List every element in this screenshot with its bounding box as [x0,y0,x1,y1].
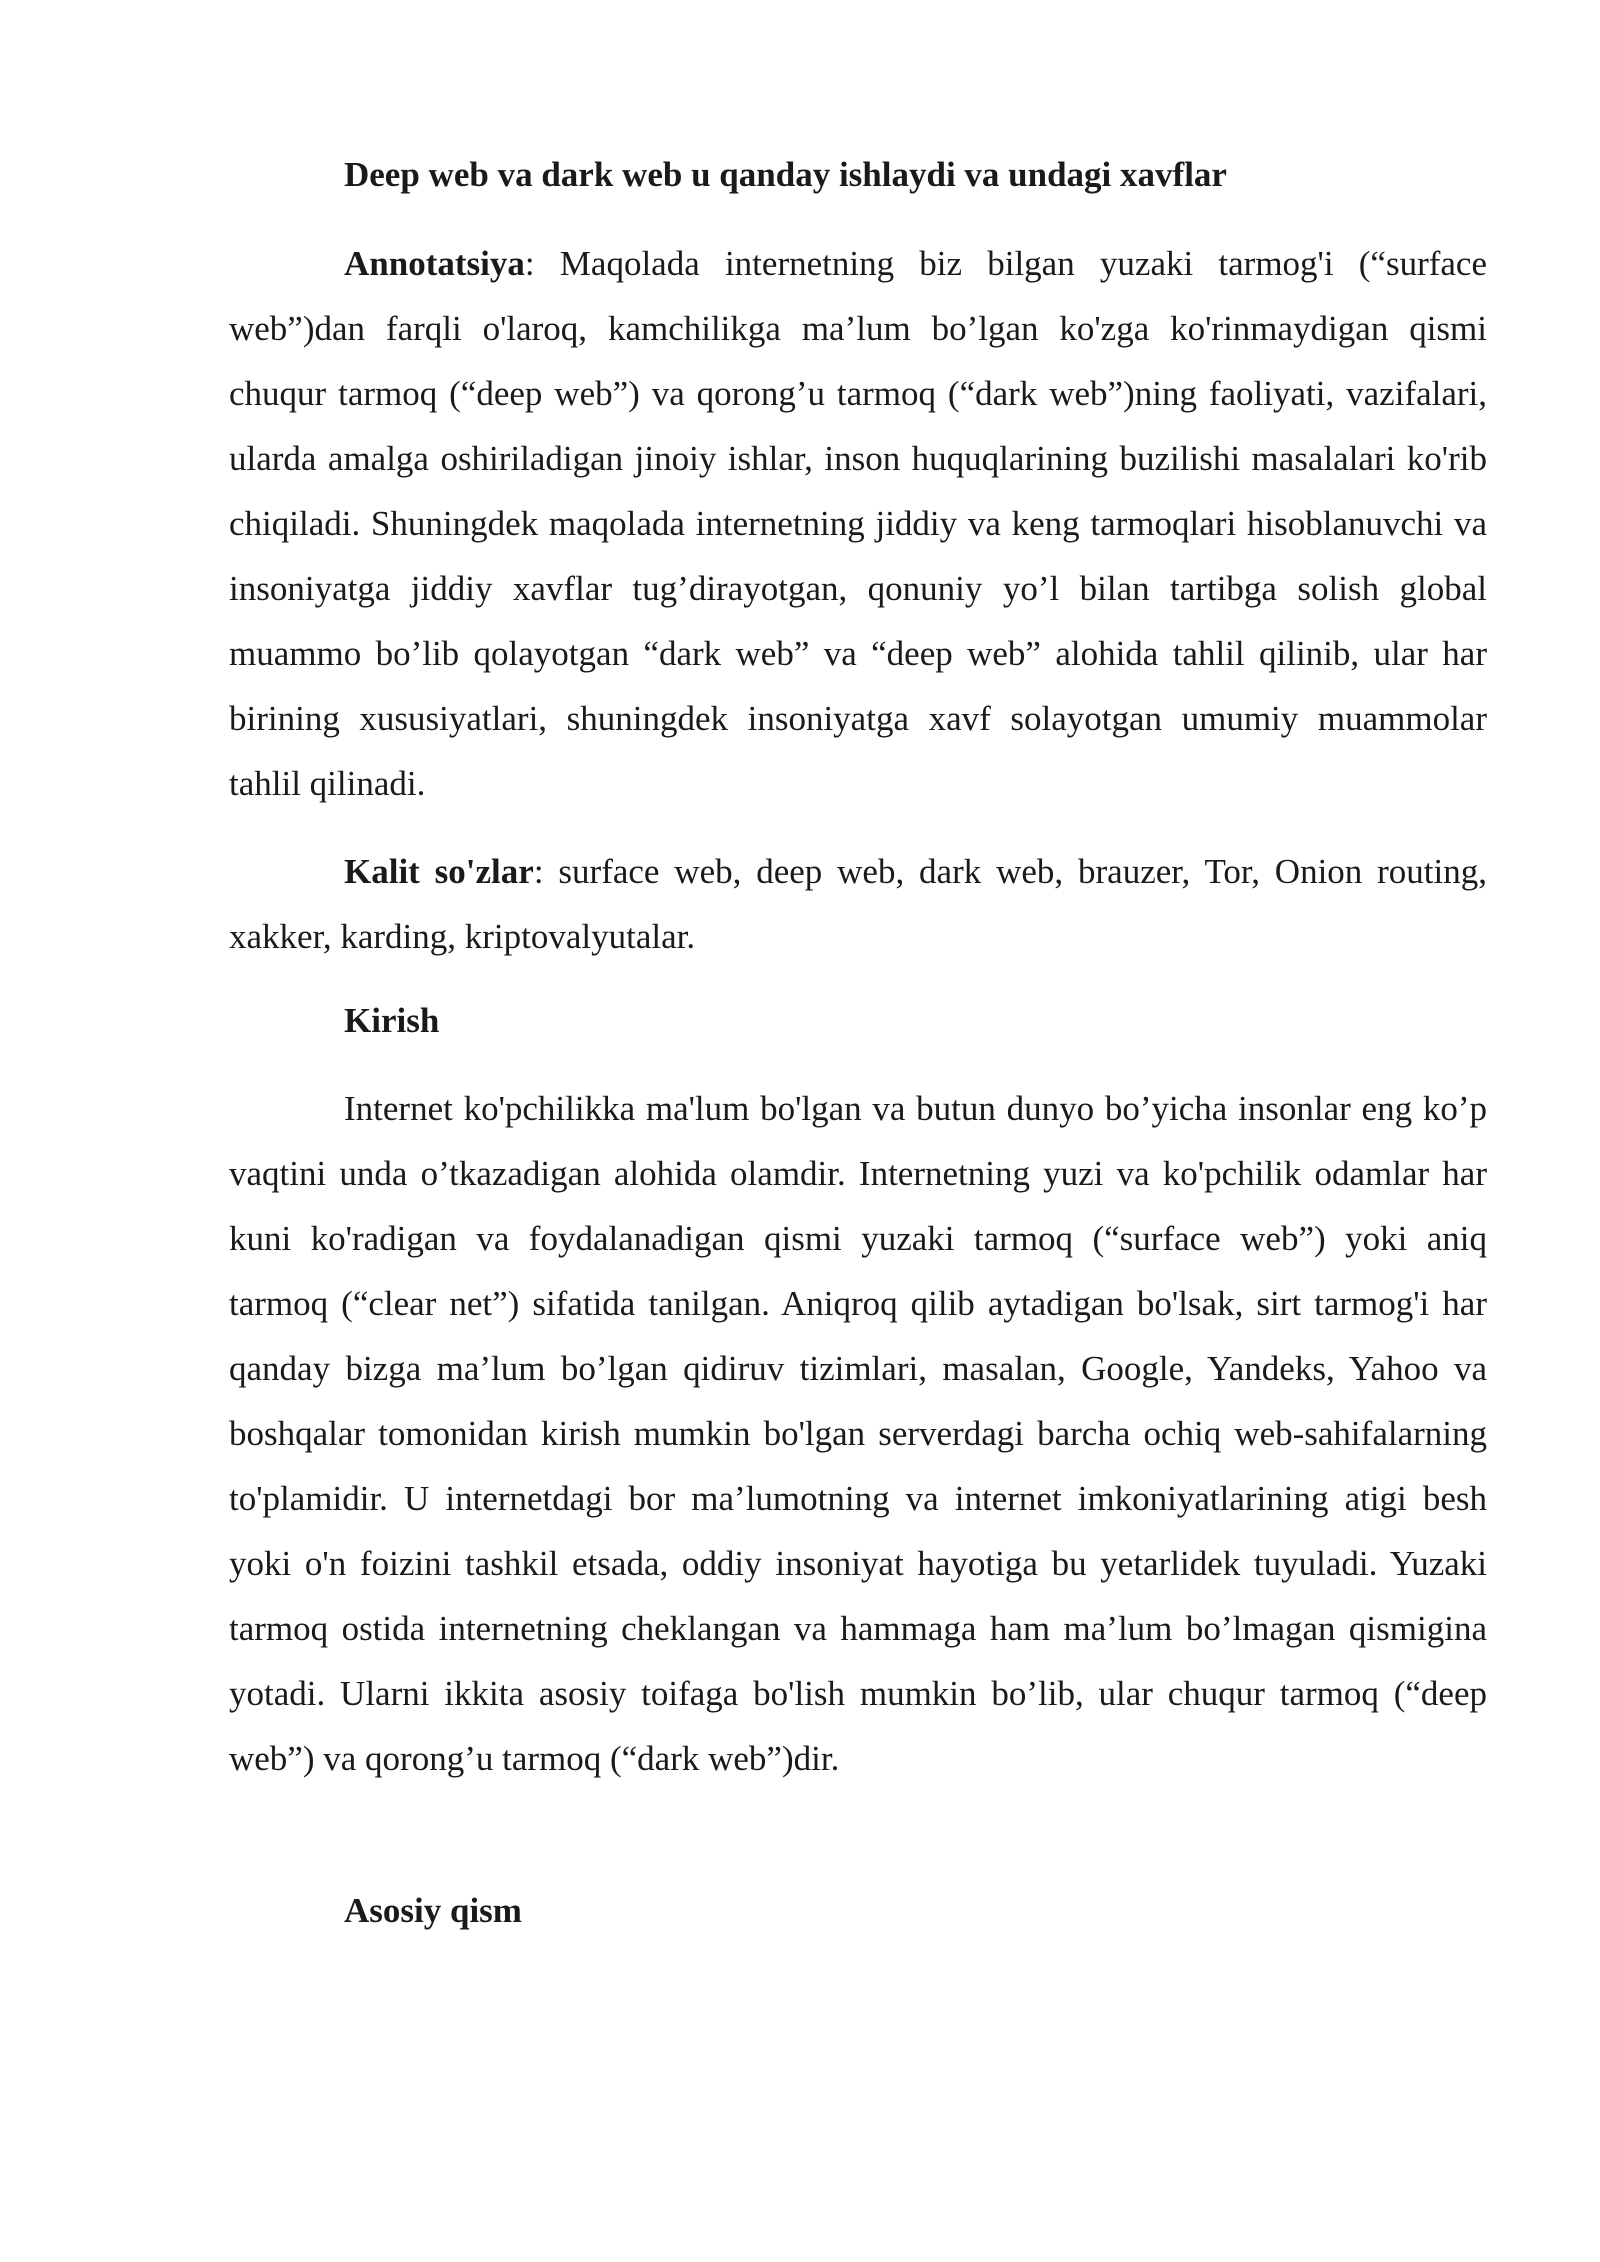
intro-paragraph: Internet ko'pchilikka ma'lum bo'lgan va butun dunyo bo’yicha insonlar eng ko’p vaqtini unda o’tkazadigan alohida olamdir. Internetning yuzi va ko'pchilik odamlar har kuni ko'radigan va foydalanadigan qismi yuzaki tarmoq (“surface web”) yoki aniq tarmoq (“clear net”) sifatida tanilgan. Aniqroq qilib aytadigan bo'lsak, sirt tarmog'i har qanday bizga ma’lum bo’lgan qidiruv tizimlari, masalan, Google, Yandeks, Yahoo va boshqalar tomonidan kirish mumkin bo'lgan serverdagi barcha ochiq web-sahifalarning to'plamidir. U internetdagi bor ma’lumotning va internet imkoniyatlarining atigi besh yoki o'n foizini tashkil etsada, oddiy insoniyat hayotiga bu yetarlidek tuyuladi. Yuzaki tarmoq ostida internetning cheklangan va hammaga ham ma’lum bo’lmagan qismigina yotadi. Ularni ikkita asosiy toifaga bo'lish mumkin bo’lib, ular chuqur tarmoq (“deep web”) va qorong’u tarmoq (“dark web”)dir. [229,1089,1487,1778]
keywords-paragraph [229,839,1487,969]
annotation-text: Maqolada internetning biz bilgan yuzaki tarmog'i (“surface web”)dan farqli o'laroq, kamchilikga ma’lum bo’lgan ko'zga ko'rinmaydigan qismi chuqur tarmoq (“deep web”) va qorong’u tarmoq (“dark web”)ning faoliyati, vazifalari, ularda amalga oshiriladigan jinoiy ishlar, inson huquqlarining buzilishi masalalari ko'rib chiqiladi. Shuningdek maqolada internetning jiddiy va keng tarmoqlari hisoblanuvchi va insoniyatga jiddiy xavflar tug’dirayotgan, qonuniy yo’l bilan tartibga solish global muammo bo’lib qolayotgan “dark web” va “deep web” alohida tahlil qilinib, ular har birining xususiyatlari, shuningdek insoniyatga xavf solayotgan umumiy muammolar tahlil qilinadi. [229,244,1487,803]
main-section-heading: Asosiy qism [344,1891,522,1930]
annotation-paragraph [229,231,1487,816]
intro-heading: Kirish [344,1001,440,1040]
annotation-label: Annotatsiya [344,244,525,283]
keywords-separator: : [533,852,544,891]
keywords-label: Kalit so'zlar [344,852,534,891]
article-title: Deep web va dark web u qanday ishlaydi va undagi xavflar [344,155,1227,194]
keywords-text: surface web, deep web, dark web, brauzer, Tor, Onion routing, xakker, karding, kriptovalyutalar. [229,852,1487,956]
annotation-separator: : [524,244,535,283]
